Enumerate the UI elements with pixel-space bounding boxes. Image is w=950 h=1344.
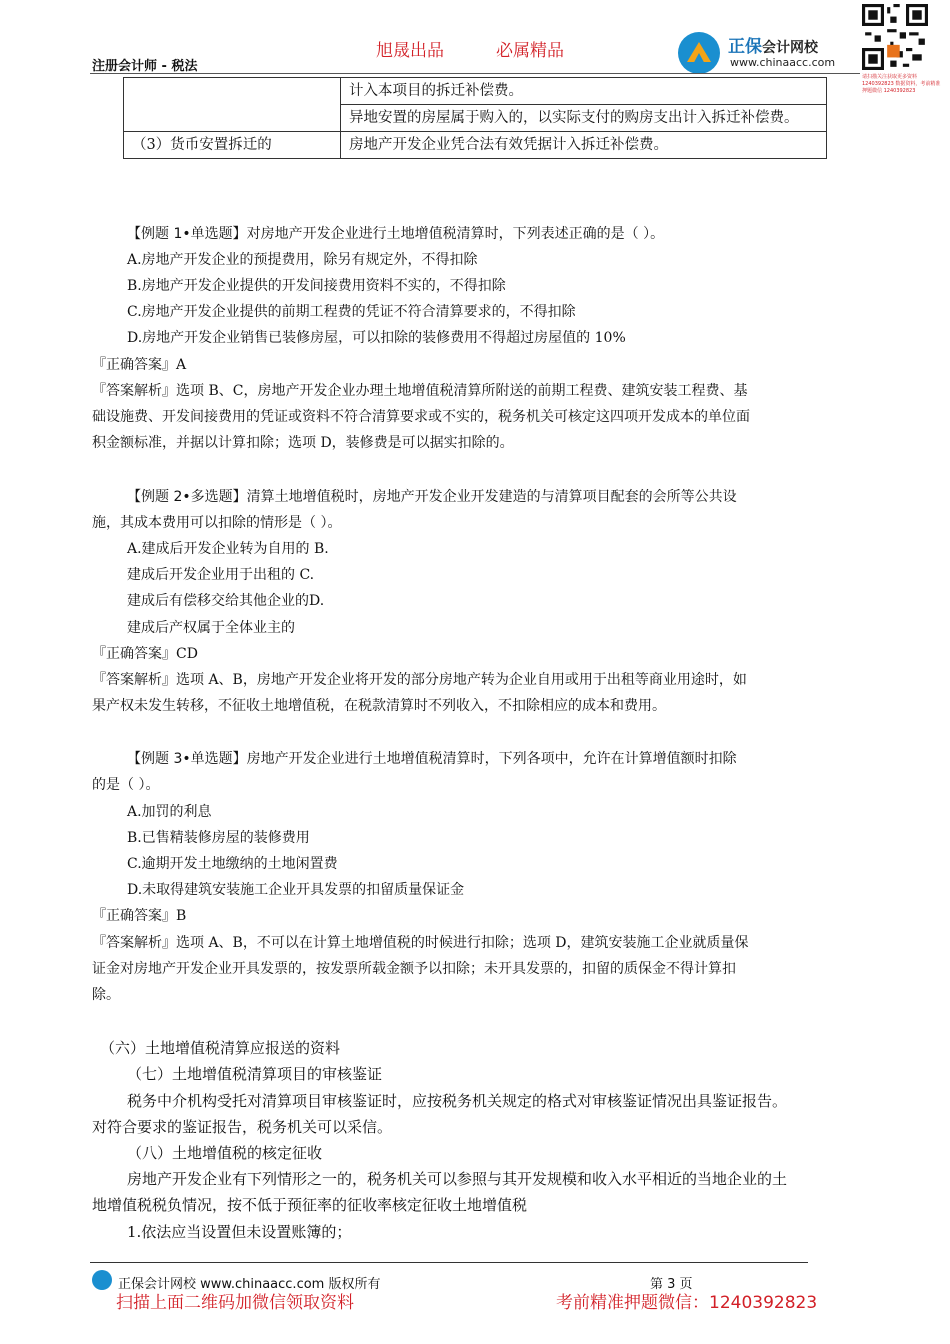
- footer-copyright: 正保会计网校 www.chinaacc.com 版权所有: [118, 1277, 381, 1292]
- table-cell: [124, 78, 341, 132]
- page-number: 第 3 页: [650, 1277, 693, 1292]
- q3-explanation-3: 除。: [92, 987, 120, 1003]
- q3-option-c: C.逾期开发土地缴纳的土地闲置费: [127, 856, 338, 872]
- q1-explanation-3: 积金额标准，并据以计算扣除；选项 D，装修费是可以据实扣除的。: [92, 435, 514, 451]
- section-8-para-2: 地增值税税负情况，按不低于预征率的征收率核定征收土地增值税: [92, 1196, 528, 1214]
- q2-stem-2: 施，其成本费用可以扣除的情形是（ ）。: [92, 515, 342, 531]
- header-divider: [90, 73, 860, 74]
- footer-promo-left: 扫描上面二维码加微信领取资料: [116, 1293, 354, 1313]
- header-subject: 注册会计师 - 税法: [92, 59, 198, 74]
- q2-option-c: 建成后有偿移交给其他企业的D.: [127, 593, 325, 609]
- section-6-heading: （六）土地增值税清算应报送的资料: [100, 1039, 341, 1057]
- qr-code-icon[interactable]: [862, 4, 928, 70]
- table-cell: 异地安置的房屋属于购入的，以实际支付的购房支出计入拆迁补偿费。: [341, 105, 827, 132]
- table-cell: 房地产开发企业凭合法有效凭据计入拆迁补偿费。: [341, 132, 827, 159]
- brand-url: www.chinaacc.com: [730, 56, 836, 69]
- q1-option-a: A.房地产开发企业的预提费用，除另有规定外，不得扣除: [127, 252, 478, 268]
- relocation-table: [123, 77, 827, 159]
- q1-option-c: C.房地产开发企业提供的前期工程费的凭证不符合清算要求的，不得扣除: [127, 304, 576, 320]
- footer-logo-icon: [92, 1270, 112, 1290]
- section-8-item-1: 1.依法应当设置但未设置账簿的；: [127, 1223, 352, 1241]
- q1-option-d: D.房地产开发企业销售已装修房屋，可以扣除的装修费用不得超过房屋值的 10%: [127, 330, 626, 346]
- q3-option-a: A.加罚的利息: [127, 804, 212, 820]
- section-7-heading: （七）土地增值税清算项目的审核鉴证: [127, 1065, 383, 1083]
- q2-option-d: 建成后产权属于全体业主的: [127, 620, 295, 636]
- table-cell: 计入本项目的拆迁补偿费。: [341, 78, 827, 105]
- section-7-para-2: 对符合要求的鉴证报告，税务机关可以采信。: [92, 1118, 393, 1136]
- header-red-label-1: 旭晟出品: [376, 41, 444, 61]
- table-row: [124, 78, 827, 105]
- q3-option-d: D.未取得建筑安装施工企业开具发票的扣留质量保证金: [127, 882, 465, 898]
- brand-logo-icon: [678, 32, 720, 74]
- section-8-heading: （八）土地增值税的核定征收: [127, 1144, 323, 1162]
- q3-option-b: B.已售精装修房屋的装修费用: [127, 830, 310, 846]
- q3-explanation-2: 证金对房地产开发企业开具发票的，按发票所载金额予以扣除；未开具发票的，扣留的质保金不得计算扣: [92, 961, 736, 977]
- brand-logo: [678, 30, 858, 74]
- brand-name: 正保会计网校: [728, 37, 818, 57]
- q2-explanation-1: 『答案解析』选项 A、B，房地产开发企业将开发的部分房地产转为企业自用或用于出租等商业用途时，如: [92, 672, 747, 688]
- q3-stem-2: 的是（ ）。: [92, 777, 160, 793]
- qr-note: 请扫描关注获取更多资料 1240392823 数据资料，考前精准押题微信 1240392823: [862, 74, 941, 94]
- q1-stem: 【例题 1•单选题】对房地产开发企业进行土地增值税清算时，下列表述正确的是（ ）。: [127, 226, 665, 242]
- q3-stem-1: 【例题 3•单选题】房地产开发企业进行土地增值税清算时，下列各项中，允许在计算增值额时扣除: [127, 751, 737, 767]
- q1-option-b: B.房地产开发企业提供的开发间接费用资料不实的，不得扣除: [127, 278, 506, 294]
- q2-option-b: 建成后开发企业用于出租的 C.: [127, 567, 315, 583]
- q2-option-a: A.建成后开发企业转为自用的 B.: [127, 541, 329, 557]
- footer-promo-right: 考前精准押题微信：1240392823: [556, 1293, 818, 1313]
- section-8-para-1: 房地产开发企业有下列情形之一的，税务机关可以参照与其开发规模和收入水平相近的当地企业的土: [127, 1170, 788, 1188]
- q2-stem-1: 【例题 2•多选题】清算土地增值税时，房地产开发企业开发建造的与清算项目配套的会所等公共设: [127, 489, 737, 505]
- header-red-label-2: 必属精品: [496, 41, 564, 61]
- footer-divider: [90, 1262, 808, 1263]
- q1-explanation-1: 『答案解析』选项 B、C，房地产开发企业办理土地增值税清算所附送的前期工程费、建筑安装工程费、基: [92, 383, 748, 399]
- table-cell: （3）货币安置拆迁的: [124, 132, 341, 159]
- table-row: [124, 132, 827, 159]
- q2-explanation-2: 果产权未发生转移，不征收土地增值税，在税款清算时不列收入，不扣除相应的成本和费用。: [92, 698, 666, 714]
- q1-explanation-2: 础设施费、开发间接费用的凭证或资料不符合清算要求或不实的，税务机关可核定这四项开发成本的单位面: [92, 409, 750, 425]
- q2-answer: 『正确答案』CD: [92, 646, 198, 662]
- q3-answer: 『正确答案』B: [92, 908, 187, 924]
- q3-explanation-1: 『答案解析』选项 A、B，不可以在计算土地增值税的时候进行扣除；选项 D，建筑安装施工企业就质量保: [92, 935, 749, 951]
- section-7-para-1: 税务中介机构受托对清算项目审核鉴证时，应按税务机关规定的格式对审核鉴证情况出具鉴证报告。: [127, 1092, 788, 1110]
- q1-answer: 『正确答案』A: [92, 357, 187, 373]
